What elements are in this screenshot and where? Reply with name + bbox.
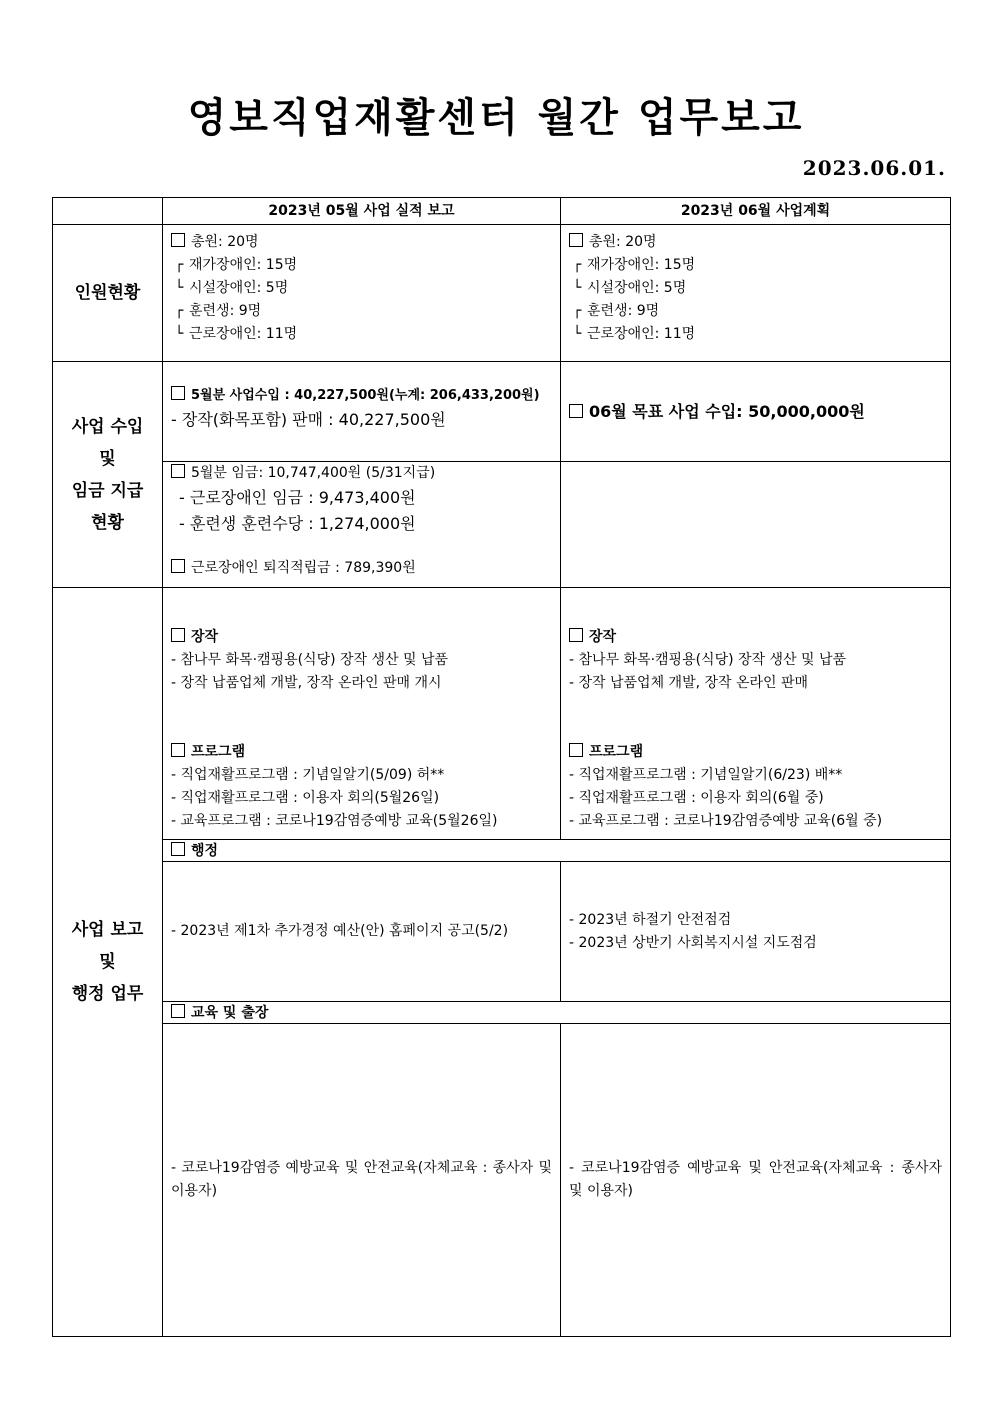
tree-bracket-icon: ┌ — [573, 257, 582, 273]
wages-title-line: 5월분 임금: 10,747,400원 (5/31지급) — [171, 462, 552, 485]
activities-plan-cell — [561, 588, 951, 840]
checkbox-icon — [171, 842, 185, 856]
program-heading: 프로그램 — [171, 741, 552, 764]
tree-bracket-icon: └ — [175, 326, 184, 342]
income-plan-cell — [561, 362, 951, 462]
income-report-cell — [163, 362, 561, 462]
checkbox-icon — [171, 1004, 185, 1018]
report-date: 2023.06.01. — [802, 156, 946, 180]
education-plan-item: - 코로나19감염증 예방교육 및 안전교육(자체교육 : 종사자 및 이용자) — [569, 1160, 942, 1199]
staff-total-line: 총원: 20명 — [171, 231, 552, 254]
tree-bracket-icon: └ — [573, 326, 582, 342]
firewood-program-row — [53, 588, 951, 840]
checkbox-icon — [171, 386, 185, 400]
table-header-row — [53, 198, 951, 225]
firewood-item: - 참나무 화목·캠핑용(식당) 장작 생산 및 납품 — [569, 652, 847, 668]
firewood-item: - 참나무 화목·캠핑용(식당) 장작 생산 및 납품 — [171, 652, 449, 668]
report-table — [52, 197, 951, 1337]
staff-sub-line: └ 시설장애인: 5명 — [171, 277, 552, 300]
firewood-item: - 장작 납품업체 개발, 장작 온라인 판매 개시 — [171, 675, 442, 691]
admin-plan-item: - 2023년 상반기 사회복지시설 지도점검 — [569, 934, 817, 951]
tree-bracket-icon: ┌ — [175, 303, 184, 319]
wages-report-cell — [163, 462, 561, 588]
firewood-item: - 장작 납품업체 개발, 장작 온라인 판매 — [569, 675, 809, 691]
tree-bracket-icon: └ — [573, 280, 582, 296]
staff-report-cell — [163, 225, 561, 362]
education-plan-cell — [561, 1024, 951, 1337]
firewood-heading: 장작 — [171, 626, 552, 649]
wages-plan-cell — [561, 462, 951, 588]
admin-plan-item: - 2023년 하절기 안전점검 — [569, 911, 732, 928]
staff-sub-line: ┌ 훈련생: 9명 — [569, 300, 942, 323]
program-item: - 직업재활프로그램 : 이용자 회의(5월26일) — [171, 790, 440, 806]
checkbox-icon — [171, 559, 185, 573]
row-label-business: 사업 보고 및 행정 업무 — [53, 588, 163, 1337]
checkbox-icon — [569, 743, 583, 757]
checkbox-icon — [569, 404, 583, 418]
admin-heading: 행정 — [163, 840, 951, 862]
checkbox-icon — [569, 233, 583, 247]
education-report-item: - 코로나19감염증 예방교육 및 안전교육(자체교육 : 종사자 및 이용자) — [171, 1160, 552, 1199]
admin-report-cell — [163, 862, 561, 1002]
program-item: - 직업재활프로그램 : 기념일알기(5/09) 허** — [171, 767, 445, 783]
header-plan-column: 2023년 06월 사업계획 — [561, 198, 951, 225]
row-label-finance: 사업 수입 및 임금 지급 현황 — [53, 362, 163, 588]
header-blank-cell — [53, 198, 163, 225]
education-heading: 교육 및 출장 — [163, 1002, 951, 1024]
tree-bracket-icon: ┌ — [573, 303, 582, 319]
program-heading: 프로그램 — [569, 741, 942, 764]
wages-item-line: - 훈련생 훈련수당 : 1,274,000원 — [179, 514, 416, 533]
admin-content-row — [53, 862, 951, 1002]
program-item: - 직업재활프로그램 : 이용자 회의(6월 중) — [569, 790, 824, 806]
tree-bracket-icon: └ — [175, 280, 184, 296]
checkbox-icon — [569, 628, 583, 642]
document-title: 영보직업재활센터 월간 업무보고 — [187, 94, 805, 141]
staff-total-line: 총원: 20명 — [569, 231, 942, 254]
row-label-staff: 인원현황 — [53, 225, 163, 362]
admin-heading-row — [53, 840, 951, 862]
income-detail-line: - 장작(화목포함) 판매 : 40,227,500원 — [171, 410, 446, 429]
income-title-line: 5월분 사업수입 : 40,227,500원(누계: 206,433,200원) — [171, 384, 552, 407]
checkbox-icon — [171, 233, 185, 247]
education-heading-row — [53, 1002, 951, 1024]
staff-plan-cell — [561, 225, 951, 362]
staff-sub-line: ┌ 재가장애인: 15명 — [569, 254, 942, 277]
education-report-cell — [163, 1024, 561, 1337]
staff-sub-line: ┌ 재가장애인: 15명 — [171, 254, 552, 277]
program-item: - 직업재활프로그램 : 기념일알기(6/23) 배** — [569, 767, 843, 783]
wages-row — [53, 462, 951, 588]
staff-sub-line: └ 근로장애인: 11명 — [171, 323, 552, 346]
education-content-row — [53, 1024, 951, 1337]
firewood-heading: 장작 — [569, 626, 942, 649]
wages-item-line: - 근로장애인 임금 : 9,473,400원 — [179, 488, 416, 507]
header-report-column: 2023년 05월 사업 실적 보고 — [163, 198, 561, 225]
staff-sub-line: └ 근로장애인: 11명 — [569, 323, 942, 346]
staff-row — [53, 225, 951, 362]
checkbox-icon — [171, 464, 185, 478]
income-plan-line: 06월 목표 사업 수입: 50,000,000원 — [569, 399, 942, 425]
program-item: - 교육프로그램 : 코로나19감염증예방 교육(6월 중) — [569, 813, 883, 829]
tree-bracket-icon: ┌ — [175, 257, 184, 273]
admin-report-item: - 2023년 제1차 추가경정 예산(안) 홈페이지 공고(5/2) — [171, 923, 509, 939]
program-item: - 교육프로그램 : 코로나19감염증예방 교육(5월26일) — [171, 813, 498, 829]
staff-sub-line: ┌ 훈련생: 9명 — [171, 300, 552, 323]
checkbox-icon — [171, 628, 185, 642]
admin-plan-cell — [561, 862, 951, 1002]
staff-sub-line: └ 시설장애인: 5명 — [569, 277, 942, 300]
income-row — [53, 362, 951, 462]
activities-report-cell — [163, 588, 561, 840]
checkbox-icon — [171, 743, 185, 757]
severance-line: 근로장애인 퇴직적립금 : 789,390원 — [171, 557, 552, 580]
